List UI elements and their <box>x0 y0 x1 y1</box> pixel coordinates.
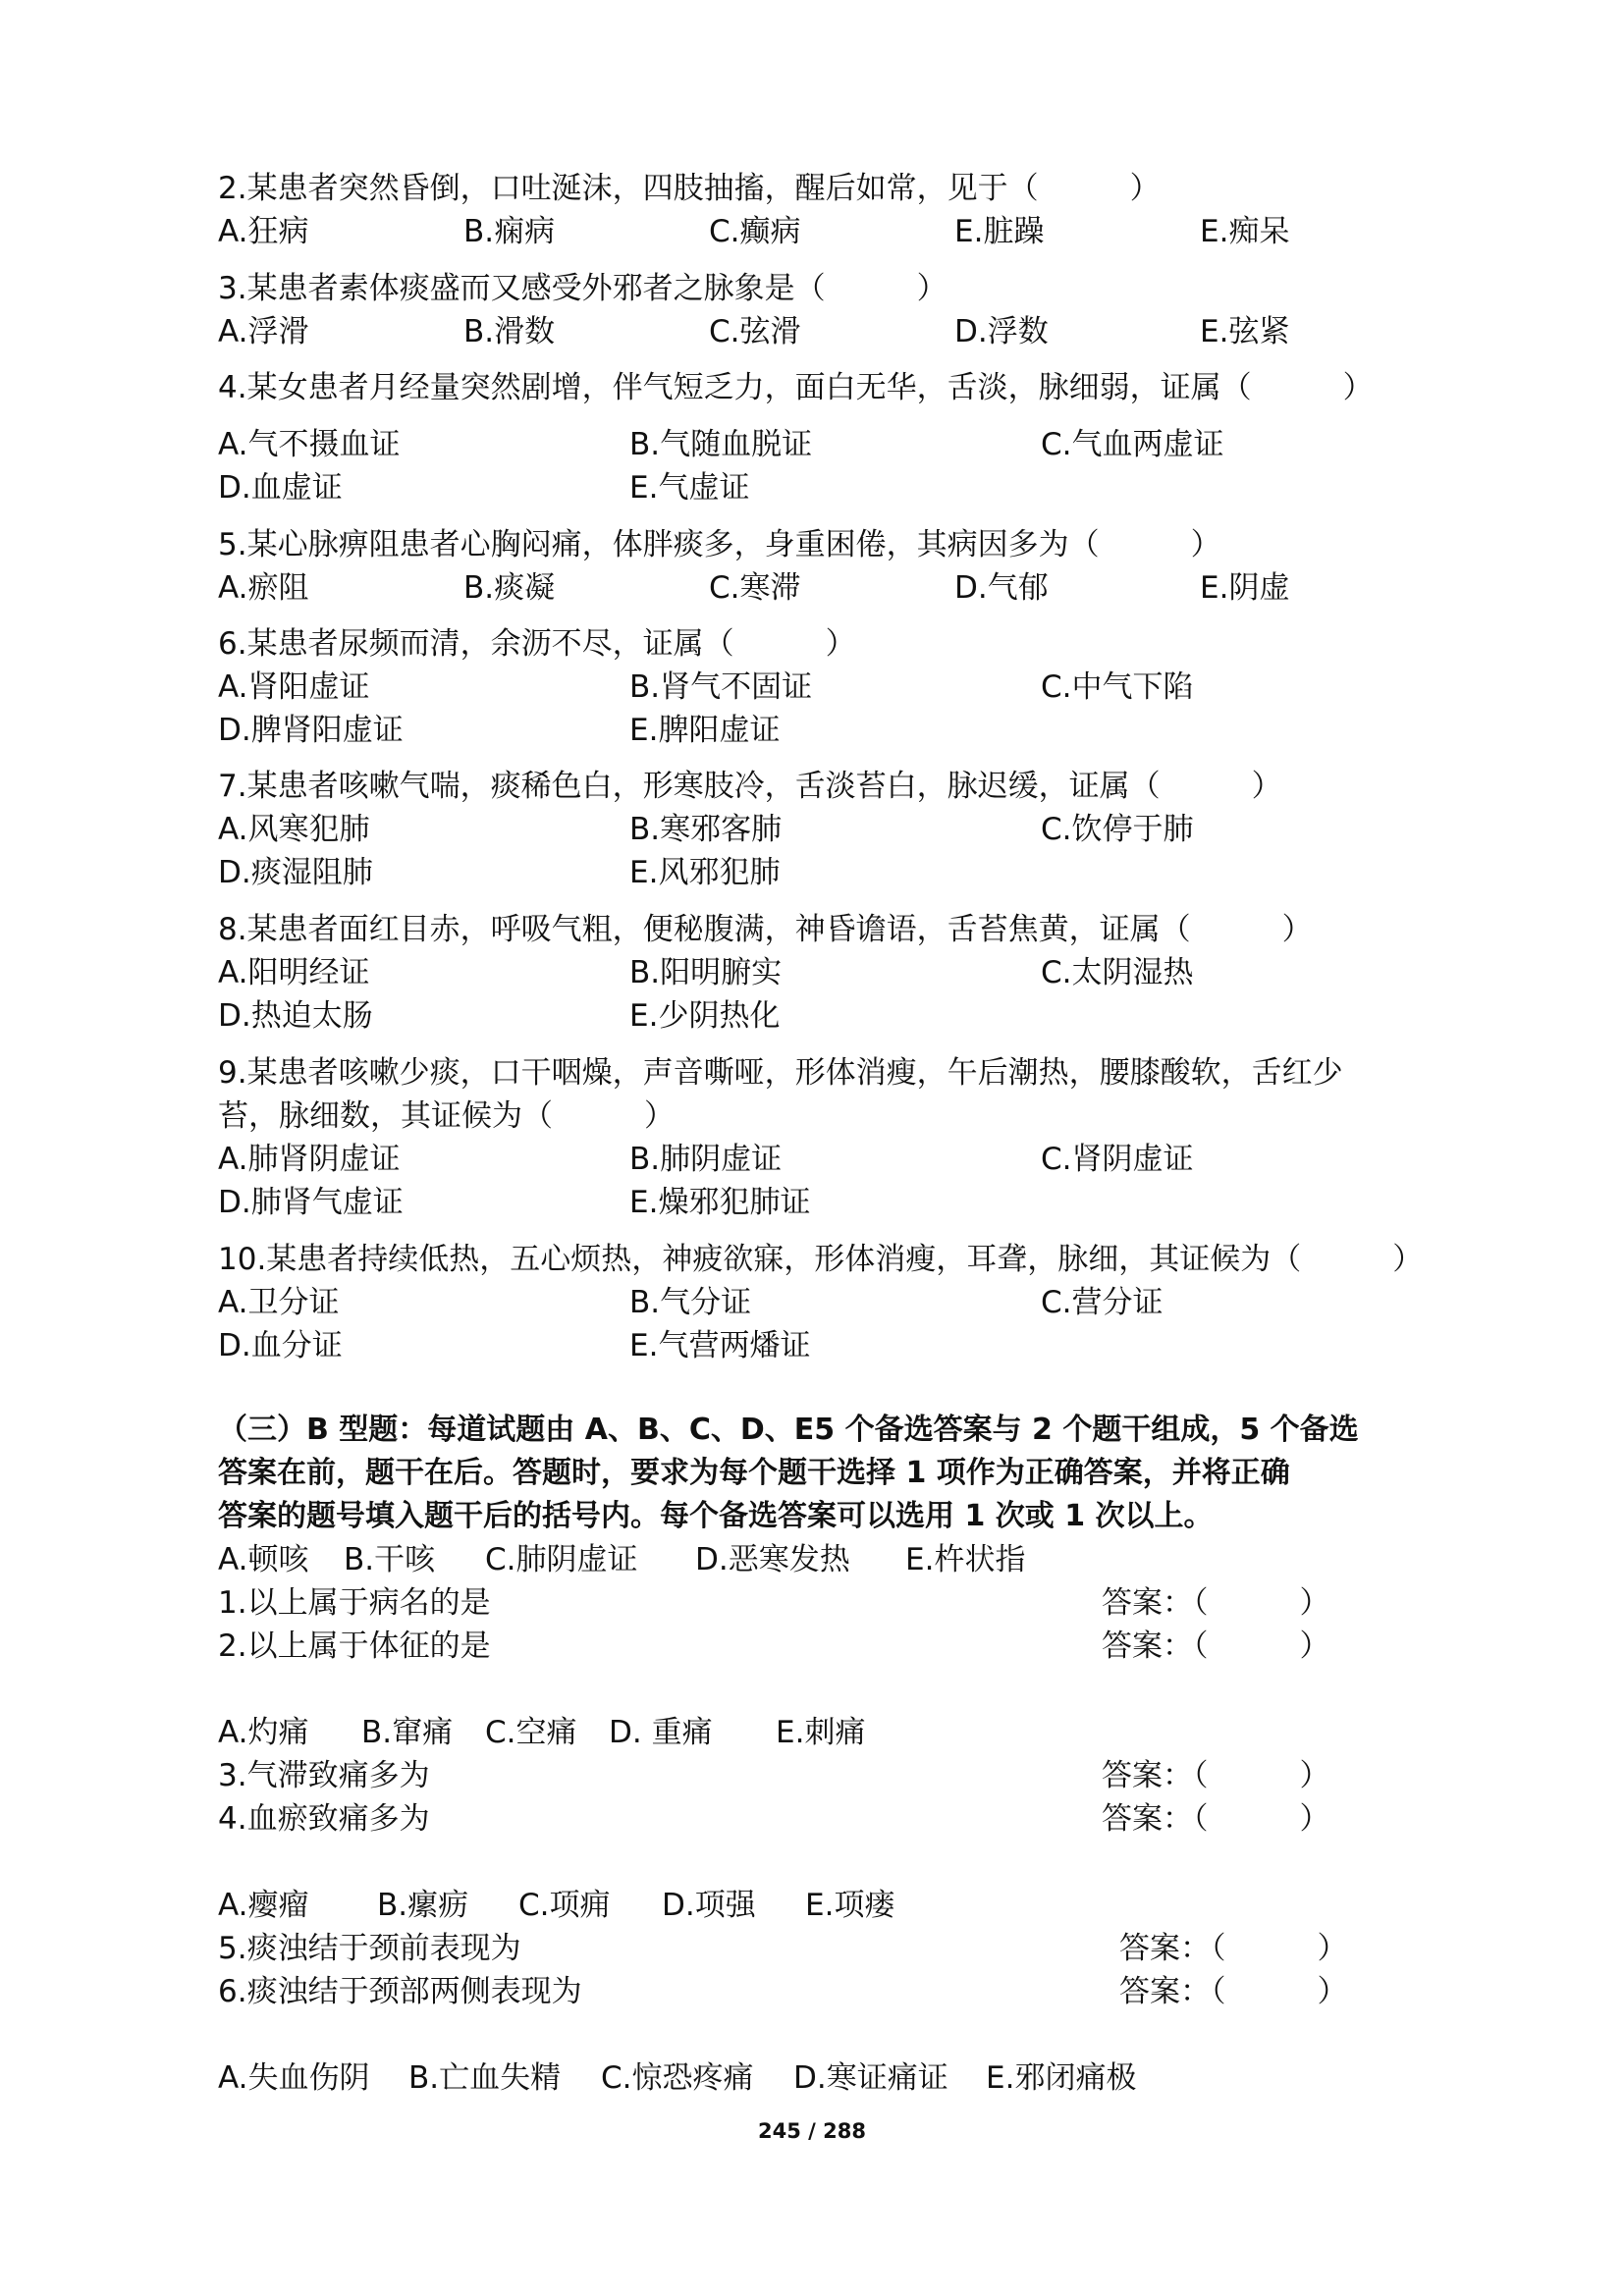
text-span: D.浮数 <box>954 314 1049 349</box>
text-span: 8.某患者面红目赤，呼吸气粗，便秘腹满，神昏谵语，舌苔焦黄，证属（ ） <box>218 912 1313 947</box>
text-span: B.阳明腑实 <box>629 955 783 990</box>
text-span: A.肾阳虚证 <box>218 669 370 705</box>
text-span: A.瘿瘤 <box>218 1888 309 1923</box>
text-span: 1.以上属于病名的是 <box>218 1585 491 1621</box>
text-span: 7.某患者咳嗽气喘，痰稀色白，形寒肢冷，舌淡苔白，脉迟缓，证属（ ） <box>218 769 1282 804</box>
text-span: B.肺阴虚证 <box>629 1142 783 1177</box>
text-span: B.滑数 <box>463 314 556 349</box>
text-span: C.营分证 <box>1041 1285 1164 1320</box>
text-span: 答案在前，题干在后。答题时，要求为每个题干选择 1 项作为正确答案，并将正确 <box>218 1456 1290 1490</box>
text-span: E.风邪犯肺 <box>629 855 781 890</box>
text-span: D.脾肾阳虚证 <box>218 713 404 748</box>
text-span: 5.痰浊结于颈前表现为 <box>218 1931 521 1966</box>
text-span: D.寒证痛证 <box>793 2060 948 2096</box>
text-span: B.痰凝 <box>463 570 556 606</box>
text-span: C.肺阴虚证 <box>485 1542 638 1577</box>
text-span: 9.某患者咳嗽少痰，口干咽燥，声音嘶哑，形体消瘦，午后潮热，腰膝酸软，舌红少 <box>218 1055 1343 1091</box>
text-span: C.空痛 <box>485 1715 577 1750</box>
text-span: E.脾阳虚证 <box>629 713 781 748</box>
text-span: C.寒滞 <box>709 570 801 606</box>
text-span: B.肾气不固证 <box>629 669 813 705</box>
text-span: E.邪闭痛极 <box>986 2060 1137 2096</box>
text-span: 答案：（ ） <box>1102 1585 1330 1621</box>
text-span: 答案：（ ） <box>1102 1629 1330 1664</box>
page-number: 245 / 288 <box>758 2119 866 2143</box>
text-span: E.燥邪犯肺证 <box>629 1185 811 1220</box>
text-span: C.饮停于肺 <box>1041 812 1194 847</box>
text-span: C.太阴湿热 <box>1041 955 1194 990</box>
text-span: 10.某患者持续低热，五心烦热，神疲欲寐，形体消瘦，耳聋，脉细，其证候为（ ） <box>218 1242 1424 1277</box>
text-span: 3.气滞致痛多为 <box>218 1758 430 1793</box>
text-span: 答案：（ ） <box>1102 1758 1330 1793</box>
text-span: C.项痈 <box>518 1888 611 1923</box>
text-span: A.肺肾阴虚证 <box>218 1142 401 1177</box>
text-span: D.气郁 <box>954 570 1049 606</box>
text-span: D.血虚证 <box>218 470 343 506</box>
text-span: D. 重痛 <box>609 1715 713 1750</box>
text-span: A.浮滑 <box>218 314 309 349</box>
text-span: 答案：（ ） <box>1102 1801 1330 1837</box>
text-span: 6.痰浊结于颈部两侧表现为 <box>218 1974 582 2009</box>
text-span: A.失血伤阴 <box>218 2060 370 2096</box>
text-span: C.癫病 <box>709 214 801 249</box>
text-span: E.脏躁 <box>954 214 1045 249</box>
text-span: A.风寒犯肺 <box>218 812 370 847</box>
text-span: 2.某患者突然昏倒，口吐涎沫，四肢抽搐，醒后如常，见于（ ） <box>218 171 1161 206</box>
text-span: C.肾阴虚证 <box>1041 1142 1194 1177</box>
text-span: 答案的题号填入题干后的括号内。每个备选答案可以选用 1 次或 1 次以上。 <box>218 1499 1214 1533</box>
text-span: 5.某心脉痹阻患者心胸闷痛，体胖痰多，身重困倦，其病因多为（ ） <box>218 527 1221 562</box>
text-span: 4.某女患者月经量突然剧增，伴气短乏力，面白无华，舌淡，脉细弱，证属（ ） <box>218 370 1374 405</box>
text-span: B.窜痛 <box>361 1715 454 1750</box>
text-span: C.气血两虚证 <box>1041 427 1224 462</box>
text-span: C.中气下陷 <box>1041 669 1194 705</box>
text-span: E.气虚证 <box>629 470 750 506</box>
text-span: E.项瘘 <box>805 1888 895 1923</box>
text-span: C.惊恐疼痛 <box>601 2060 754 2096</box>
text-span: E.气营两燔证 <box>629 1328 811 1363</box>
text-span: 4.血瘀致痛多为 <box>218 1801 430 1837</box>
text-span: A.气不摄血证 <box>218 427 401 462</box>
text-span: D.痰湿阻肺 <box>218 855 373 890</box>
text-span: A.阳明经证 <box>218 955 370 990</box>
text-span: A.狂病 <box>218 214 309 249</box>
text-span: 6.某患者尿频而清，余沥不尽，证属（ ） <box>218 626 856 662</box>
text-span: B.痫病 <box>463 214 556 249</box>
text-span: B.寒邪客肺 <box>629 812 783 847</box>
text-span: E.少阴热化 <box>629 998 781 1034</box>
text-span: 答案：（ ） <box>1119 1931 1348 1966</box>
text-span: B.气分证 <box>629 1285 752 1320</box>
text-span: A.顿咳 <box>218 1542 309 1577</box>
text-span: B.干咳 <box>344 1542 436 1577</box>
text-span: E.杵状指 <box>905 1542 1026 1577</box>
text-span: E.弦紧 <box>1200 314 1290 349</box>
text-span: D.项强 <box>662 1888 756 1923</box>
text-span: D.恶寒发热 <box>695 1542 850 1577</box>
text-span: B.亡血失精 <box>408 2060 562 2096</box>
text-span: A.瘀阻 <box>218 570 309 606</box>
text-span: 答案：（ ） <box>1119 1974 1348 2009</box>
text-span: 苔，脉细数，其证候为（ ） <box>218 1098 675 1134</box>
text-span: E.刺痛 <box>776 1715 866 1750</box>
text-span: A.卫分证 <box>218 1285 340 1320</box>
text-span: D.肺肾气虚证 <box>218 1185 404 1220</box>
text-span: E.阴虚 <box>1200 570 1290 606</box>
text-span: C.弦滑 <box>709 314 801 349</box>
text-span: D.血分证 <box>218 1328 343 1363</box>
text-span: A.灼痛 <box>218 1715 309 1750</box>
text-span: B.瘰疬 <box>377 1888 469 1923</box>
text-span: （三）B 型题：每道试题由 A、B、C、D、E5 个备选答案与 2 个题干组成，5 个备选 <box>218 1413 1359 1447</box>
text-span: B.气随血脱证 <box>629 427 813 462</box>
text-span: 3.某患者素体痰盛而又感受外邪者之脉象是（ ） <box>218 271 947 306</box>
text-span: E.痴呆 <box>1200 214 1290 249</box>
text-span: D.热迫太肠 <box>218 998 373 1034</box>
text-span: 2.以上属于体征的是 <box>218 1629 491 1664</box>
